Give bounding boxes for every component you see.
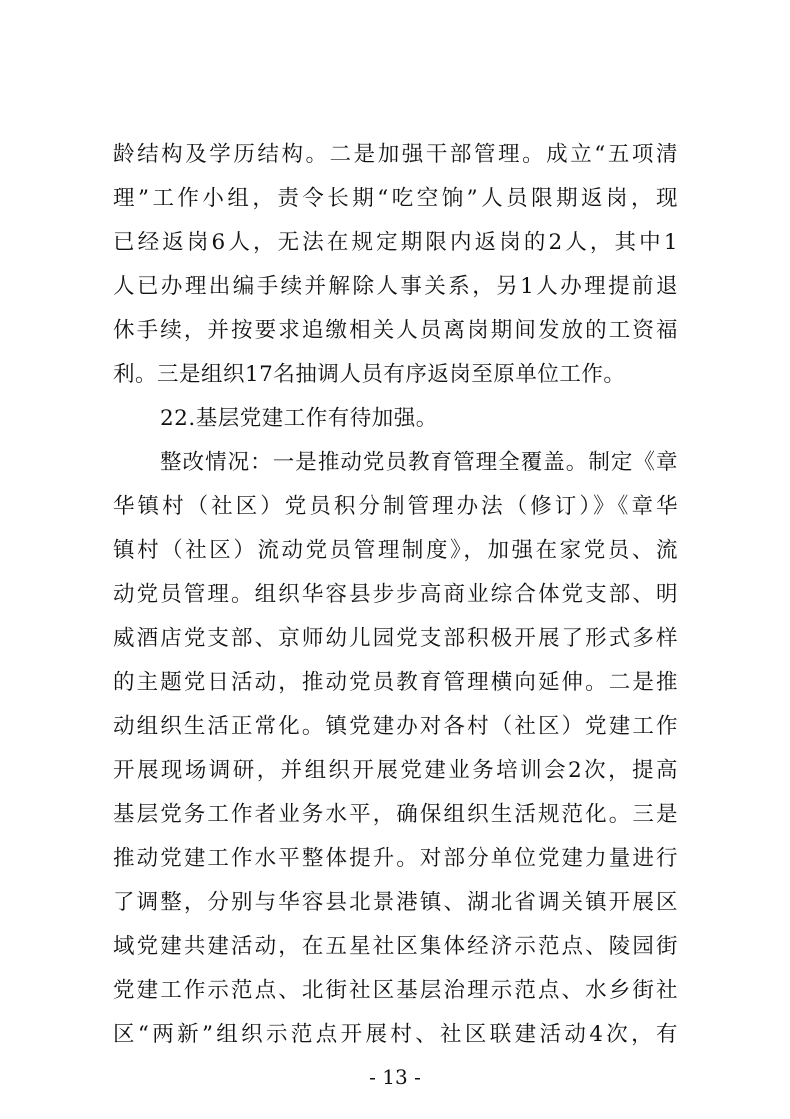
text-line: 镇村（社区）流动党员管理制度》，加强在家党员、流 (113, 538, 678, 563)
section-heading: 22.基层党建工作有待加强。 (160, 406, 438, 431)
text-line: 整改情况：一是推动党员教育管理全覆盖。制定《章 (160, 450, 678, 475)
text-line: 基层党务工作者业务水平，确保组织生活规范化。三是 (113, 802, 678, 827)
text-line: 休手续，并按要求追缴相关人员离岗期间发放的工资福 (113, 318, 678, 343)
text-line: 域党建共建活动，在五星社区集体经济示范点、陵园街 (113, 934, 678, 959)
text-line: 人已办理出编手续并解除人事关系，另1人办理提前退 (113, 274, 678, 299)
text-line: 龄结构及学历结构。二是加强干部管理。成立“五项清 (113, 142, 678, 167)
text-line: 已经返岗6人，无法在规定期限内返岗的2人，其中1 (113, 230, 678, 255)
text-line: 理”工作小组，责令长期“吃空饷”人员限期返岗，现 (113, 186, 678, 211)
text-line: 开展现场调研，并组织开展党建业务培训会2次，提高 (113, 758, 678, 783)
text-line: 华镇村（社区）党员积分制管理办法（修订）》《章华 (113, 494, 678, 519)
text-line: 利。三是组织17名抽调人员有序返岗至原单位工作。 (113, 362, 626, 387)
text-line: 党建工作示范点、北街社区基层治理示范点、水乡街社 (113, 978, 678, 1003)
text-line: 动党员管理。组织华容县步步高商业综合体党支部、明 (113, 582, 678, 607)
text-line: 威酒店党支部、京师幼儿园党支部积极开展了形式多样 (113, 626, 678, 651)
text-line: 动组织生活正常化。镇党建办对各村（社区）党建工作 (113, 714, 678, 739)
page-number: - 13 - (369, 1065, 421, 1089)
text-line: 了调整，分别与华容县北景港镇、湖北省调关镇开展区 (113, 890, 678, 915)
text-line: 区“两新”组织示范点开展村、社区联建活动4次，有 (113, 1022, 678, 1047)
text-line: 推动党建工作水平整体提升。对部分单位党建力量进行 (113, 846, 678, 871)
text-line: 的主题党日活动，推动党员教育管理横向延伸。二是推 (113, 670, 678, 695)
